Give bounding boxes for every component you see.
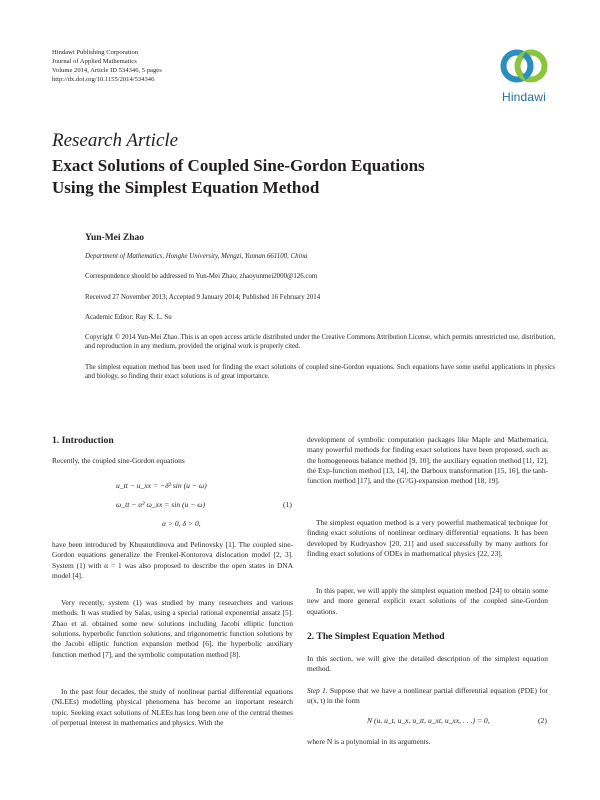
author-name: Yun-Mei Zhao [85,233,145,243]
publisher-name: Hindawi Publishing Corporation [52,49,139,56]
intro-paragraph-6: The simplest equation method is a very powerful mathematical technique for finding exact solutions of nonlinear ordinary differential equations. It has been developed by Kudryashov [20, 21] and used successfully by many authors for finding exact solutions of ODEs in mathematical physics [22, 23]. [307,518,548,559]
equation-text: α > 0, δ > 0, [162,519,201,528]
intro-paragraph-1: Recently, the coupled sine-Gordon equations [52,456,185,465]
journal-name: Journal of Applied Mathematics [52,57,137,65]
affiliation: Department of Mathematics, Honghe University, Mengzi, Yunnan 661100, China [85,253,308,260]
academic-editor: Academic Editor: Ray K. L. Su [85,314,172,321]
equation-1-conditions [162,519,201,528]
equation-2-number: (2) [538,716,547,725]
equation-1-line-1 [116,481,207,490]
method-paragraph-2: where N is a polynomial in its arguments. [307,737,431,746]
abstract: The simplest equation method has been used for finding the exact solutions of coupled sine-Gordon equations. Such equations have some useful applications in physics and biology, so finding their exact solutions is of great importance. [85,364,555,381]
doi-link[interactable]: http://dx.doi.org/10.1155/2014/534346 [52,75,155,83]
correspondence: Correspondence should be addressed to Yun-Mei Zhao; zhaoyunmei2000@126.com [85,273,318,280]
method-step-1 [307,686,548,707]
intro-paragraph-3: Very recently, system (1) was studied by many researchers and various methods. It was studied by Salas, using a special rational exponential ansatz [5]. Zhao et al. obtained some new solutions including Jacobi elliptic function solutions, hyperbolic function solutions, and trigonometric function solutions by the Jacobi elliptic function expansion method [6], the hyperbolic auxiliary function method [7], and the symbolic computation method [8]. [52,598,293,659]
step-label: Step 1. [307,686,328,695]
journal-header [52,49,162,85]
copyright-notice: Copyright © 2014 Yun-Mei Zhao. This is an open access article distributed under the Creative Commons Attribution License, which permits unrestricted use, distribution, and reproduction in any medium, provided the original work is properly cited. [85,334,555,351]
hindawi-rings-icon [494,44,554,90]
equation-text: u_tt − u_xx = −δ² sin (u − ω) [116,481,207,490]
equation-text: ω_tt − α² ω_xx = sin (u − ω) [116,500,206,509]
section-heading-introduction: 1. Introduction [52,435,114,446]
volume-info: Volume 2014, Article ID 534346, 5 pages [52,66,162,74]
section-heading-simplest-equation-method: 2. The Simplest Equation Method [307,631,445,642]
publication-dates: Received 27 November 2013; Accepted 9 January 2014; Published 16 February 2014 [85,294,321,301]
method-paragraph-1: In this section, we will give the detailed description of the simplest equation method. [307,654,548,674]
article-title [52,155,532,199]
title-line-2: Using the Simplest Equation Method [52,178,320,197]
hindawi-logo [494,44,554,108]
step-text: Suppose that we have a nonlinear partial differential equation (PDE) for u(x, t) in the form [307,686,548,706]
article-type: Research Article [52,130,179,151]
logo-wordmark: Hindawi [501,90,547,104]
equation-2: N (u, u_t, u_x, u_tt, u_xt, u_xx, . . .) = 0, [367,716,490,725]
title-line-1: Exact Solutions of Coupled Sine-Gordon Equations [52,156,425,175]
equation-1-line-2 [116,500,205,509]
intro-paragraph-2: have been introduced by Khusnutdinova and Pelinovsky [1]. The coupled sine-Gordon equations generalize the Frenkel-Kontorova dislocation model [2, 3]. System (1) with α = 1 was also proposed to describe the open states in DNA model [4]. [52,540,293,581]
intro-paragraph-5: development of symbolic computation packages like Maple and Mathematica, many powerful methods for finding exact solutions have been proposed, such as the homogeneous balance method [9, 10], the auxiliary equation method [11, 12], the Exp-function method [13, 14], the Darboux transformation [15, 16], the tanh-function method [17], and the (G′/G)-expansion method [18, 19]. [307,435,548,486]
intro-paragraph-7: In this paper, we will apply the simplest equation method [24] to obtain some new and more general explicit exact solutions of the coupled sine-Gordon equations. [307,586,548,616]
intro-paragraph-4: In the past four decades, the study of nonlinear partial differential equations (NLEEs) modelling physical phenomena has become an important research topic. Seeking exact solutions of NLEEs has long been one of the central themes of perpetual interest in mathematics and physics. With the [52,687,293,728]
equation-1-number: (1) [283,500,292,509]
